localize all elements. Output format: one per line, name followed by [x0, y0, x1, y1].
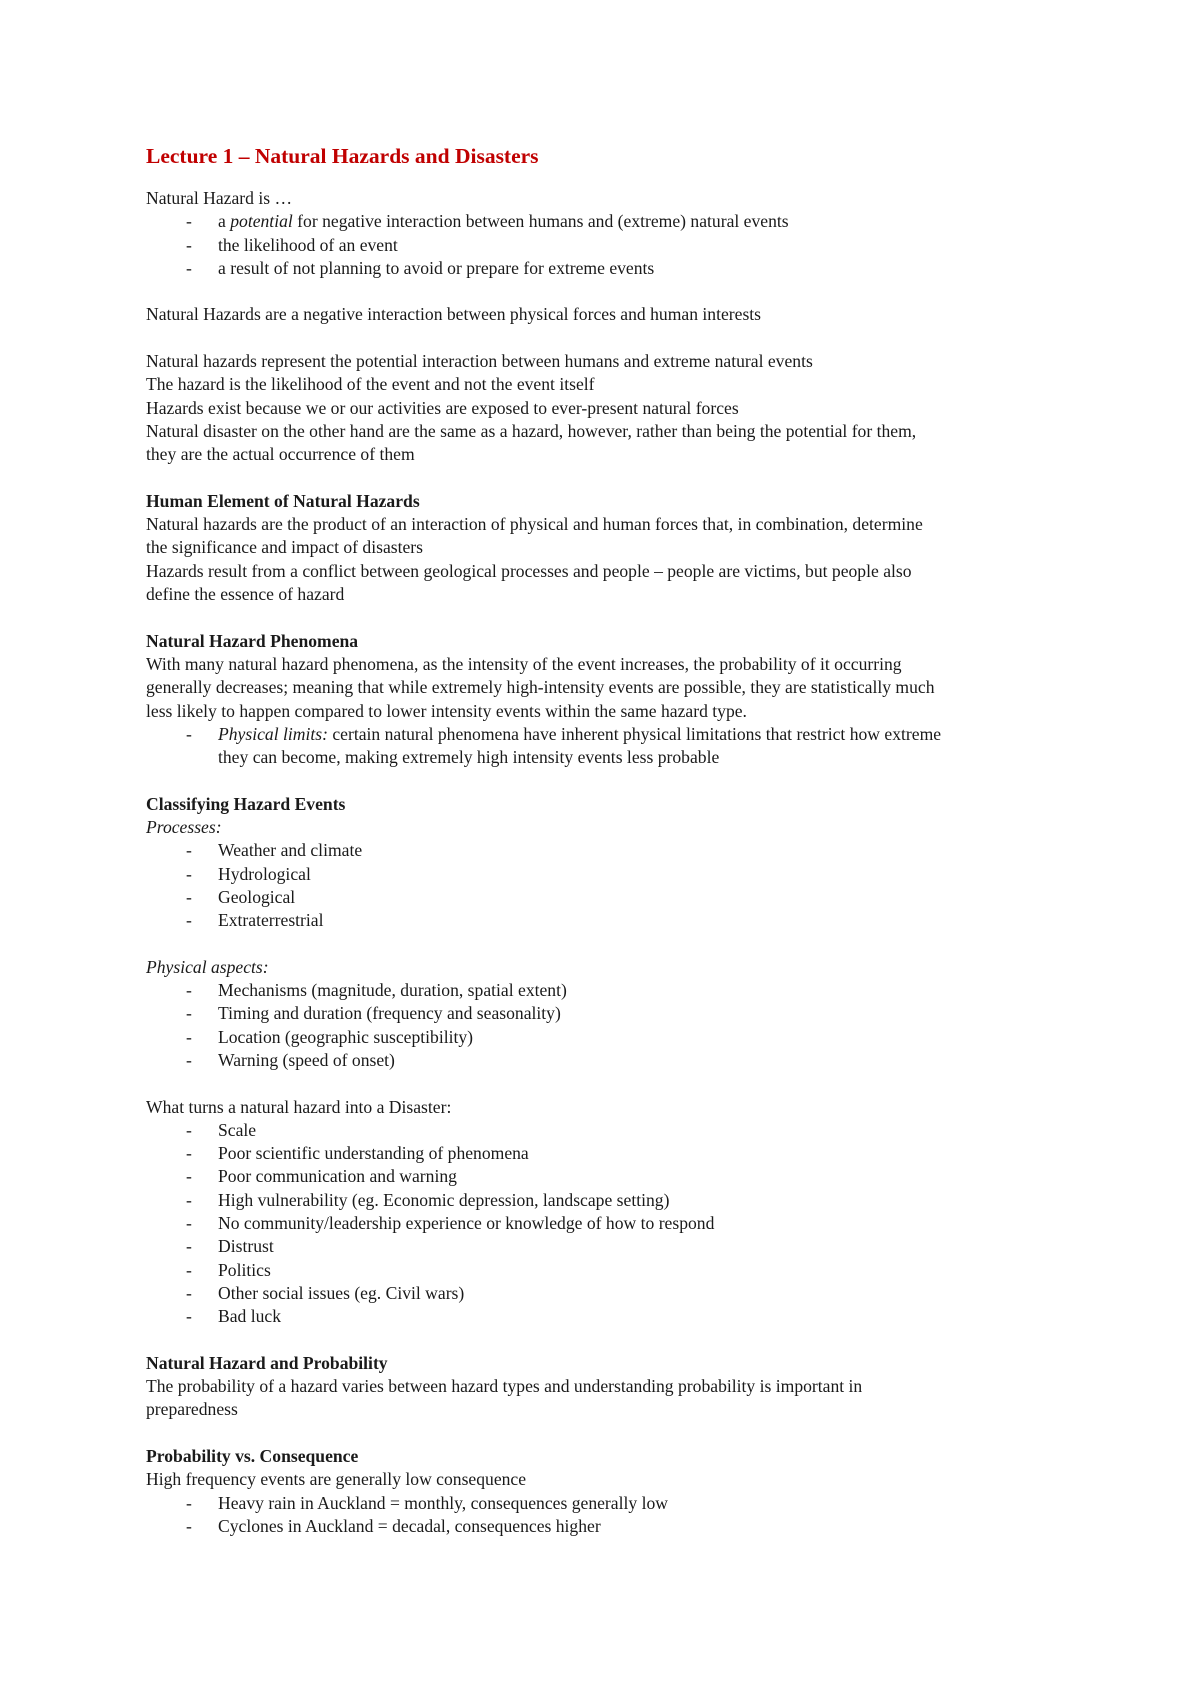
list-item: - a result of not planning to avoid or prepare for extreme events — [146, 257, 1066, 280]
paragraph-line: they are the actual occurrence of them — [146, 444, 415, 465]
dash-bullet: - — [186, 1236, 192, 1257]
dash-bullet: - — [186, 1189, 192, 1210]
intro-list — [146, 210, 1066, 280]
phenomena-list — [146, 723, 1066, 770]
dash-bullet: - — [186, 1143, 192, 1164]
section-heading: Human Element of Natural Hazards — [146, 490, 420, 511]
paragraph-line: generally decreases; meaning that while extremely high-intensity events are possible, they are statistically much — [146, 677, 935, 698]
subsection-label: Physical aspects: — [146, 956, 269, 977]
paragraph-line: the significance and impact of disasters — [146, 537, 424, 558]
list-item — [146, 1026, 1066, 1049]
list-item — [146, 839, 1066, 862]
list-item-text: Mechanisms (magnitude, duration, spatial extent) — [218, 980, 567, 1001]
paragraph-line: Hazards exist because we or our activities are exposed to ever-present natural forces — [146, 397, 739, 418]
list-item-text: High vulnerability (eg. Economic depression, landscape setting) — [218, 1189, 670, 1210]
document-page — [146, 143, 1066, 1538]
paragraph: Natural Hazards are a negative interaction between physical forces and human interests — [146, 304, 762, 325]
dash-bullet: - — [186, 910, 192, 931]
dash-bullet: - — [186, 1213, 192, 1234]
consequence-list — [146, 1492, 1066, 1539]
list-item-text: Heavy rain in Auckland = monthly, consequences generally low — [218, 1492, 668, 1513]
list-item-text: Timing and duration (frequency and seasonality) — [218, 1003, 561, 1024]
paragraph-line: less likely to happen compared to lower intensity events within the same hazard type. — [146, 700, 747, 721]
subsection-label: Processes: — [146, 817, 222, 838]
paragraph-line: Natural hazards are the product of an interaction of physical and human forces that, in combination, determine — [146, 514, 923, 535]
paragraph-line: Natural disaster on the other hand are the same as a hazard, however, rather than being the potential for them, — [146, 420, 917, 441]
dash-bullet: - — [186, 1515, 192, 1536]
list-item-text: Location (geographic susceptibility) — [218, 1026, 474, 1047]
list-item — [146, 979, 1066, 1002]
section-heading: Classifying Hazard Events — [146, 793, 346, 814]
list-item: - the likelihood of an event — [146, 234, 1066, 257]
dash-bullet: - — [186, 234, 192, 255]
paragraph: High frequency events are generally low consequence — [146, 1469, 527, 1490]
dash-bullet: - — [186, 1282, 192, 1303]
dash-bullet: - — [186, 1492, 192, 1513]
list-item — [146, 1142, 1066, 1165]
dash-bullet: - — [186, 1259, 192, 1280]
list-item-text: Poor scientific understanding of phenomena — [218, 1143, 529, 1164]
physical-aspects-list — [146, 979, 1066, 1072]
list-item-text: Hydrological — [218, 863, 311, 884]
list-item — [146, 863, 1066, 886]
list-item — [146, 1305, 1066, 1328]
list-item-text: Geological — [218, 886, 296, 907]
paragraph-line: Hazards result from a conflict between geological processes and people – people are victims, but people also — [146, 560, 912, 581]
dash-bullet: - — [186, 1166, 192, 1187]
list-item — [146, 1002, 1066, 1025]
dash-bullet: - — [186, 1003, 192, 1024]
list-item — [146, 886, 1066, 909]
list-item: - a potential for negative interaction between humans and (extreme) natural events — [146, 210, 1066, 233]
list-item — [146, 1165, 1066, 1188]
section-heading: Natural Hazard Phenomena — [146, 630, 359, 651]
list-item — [146, 1212, 1066, 1235]
dash-bullet: - — [186, 257, 192, 278]
paragraph: What turns a natural hazard into a Disaster: — [146, 1096, 452, 1117]
dash-bullet: - — [186, 723, 192, 744]
list-item — [146, 1119, 1066, 1142]
paragraph-line: The hazard is the likelihood of the event and not the event itself — [146, 374, 595, 395]
list-item-text: Extraterrestrial — [218, 910, 324, 931]
dash-bullet: - — [186, 1049, 192, 1070]
disaster-list — [146, 1119, 1066, 1329]
paragraph-line: Natural hazards represent the potential interaction between humans and extreme natural events — [146, 351, 813, 372]
intro-lead: Natural Hazard is … — [146, 188, 293, 208]
dash-bullet: - — [186, 1306, 192, 1327]
dash-bullet: - — [186, 863, 192, 884]
list-item-text: No community/leadership experience or knowledge of how to respond — [218, 1213, 715, 1234]
page-title: Lecture 1 – Natural Hazards and Disasters — [146, 144, 539, 168]
list-item: - Physical limits: certain natural phenomena have inherent physical limitations that restrict how extreme they can become, making extremely high intensity events less probable — [186, 723, 942, 768]
list-item-text: Cyclones in Auckland = decadal, consequences higher — [218, 1515, 601, 1536]
dash-bullet: - — [186, 840, 192, 861]
dash-bullet: - — [186, 980, 192, 1001]
list-item-text: Warning (speed of onset) — [218, 1049, 395, 1070]
dash-bullet: - — [186, 211, 192, 232]
section-heading: Natural Hazard and Probability — [146, 1352, 388, 1373]
list-item — [146, 909, 1066, 932]
paragraph-line: With many natural hazard phenomena, as the intensity of the event increases, the probability of it occurring — [146, 653, 902, 674]
dash-bullet: - — [186, 1026, 192, 1047]
list-item-text: Distrust — [218, 1236, 274, 1257]
paragraph-line: The probability of a hazard varies between hazard types and understanding probability is important in — [146, 1376, 863, 1397]
list-item — [146, 1492, 1066, 1515]
list-item — [146, 1515, 1066, 1538]
list-item — [146, 1049, 1066, 1072]
list-item — [146, 1282, 1066, 1305]
list-item-text: Bad luck — [218, 1306, 282, 1327]
section-heading: Probability vs. Consequence — [146, 1446, 359, 1467]
paragraph-line: define the essence of hazard — [146, 584, 345, 605]
list-item-text: Poor communication and warning — [218, 1166, 457, 1187]
list-item — [146, 1259, 1066, 1282]
dash-bullet: - — [186, 886, 192, 907]
dash-bullet: - — [186, 1119, 192, 1140]
paragraph-line: preparedness — [146, 1399, 238, 1420]
list-item-text: Other social issues (eg. Civil wars) — [218, 1282, 465, 1303]
list-item-text: Politics — [218, 1259, 271, 1280]
list-item-text: Scale — [218, 1119, 257, 1140]
processes-list — [146, 839, 1066, 932]
list-item — [146, 1189, 1066, 1212]
list-item — [146, 1235, 1066, 1258]
list-item-text: Weather and climate — [218, 840, 363, 861]
